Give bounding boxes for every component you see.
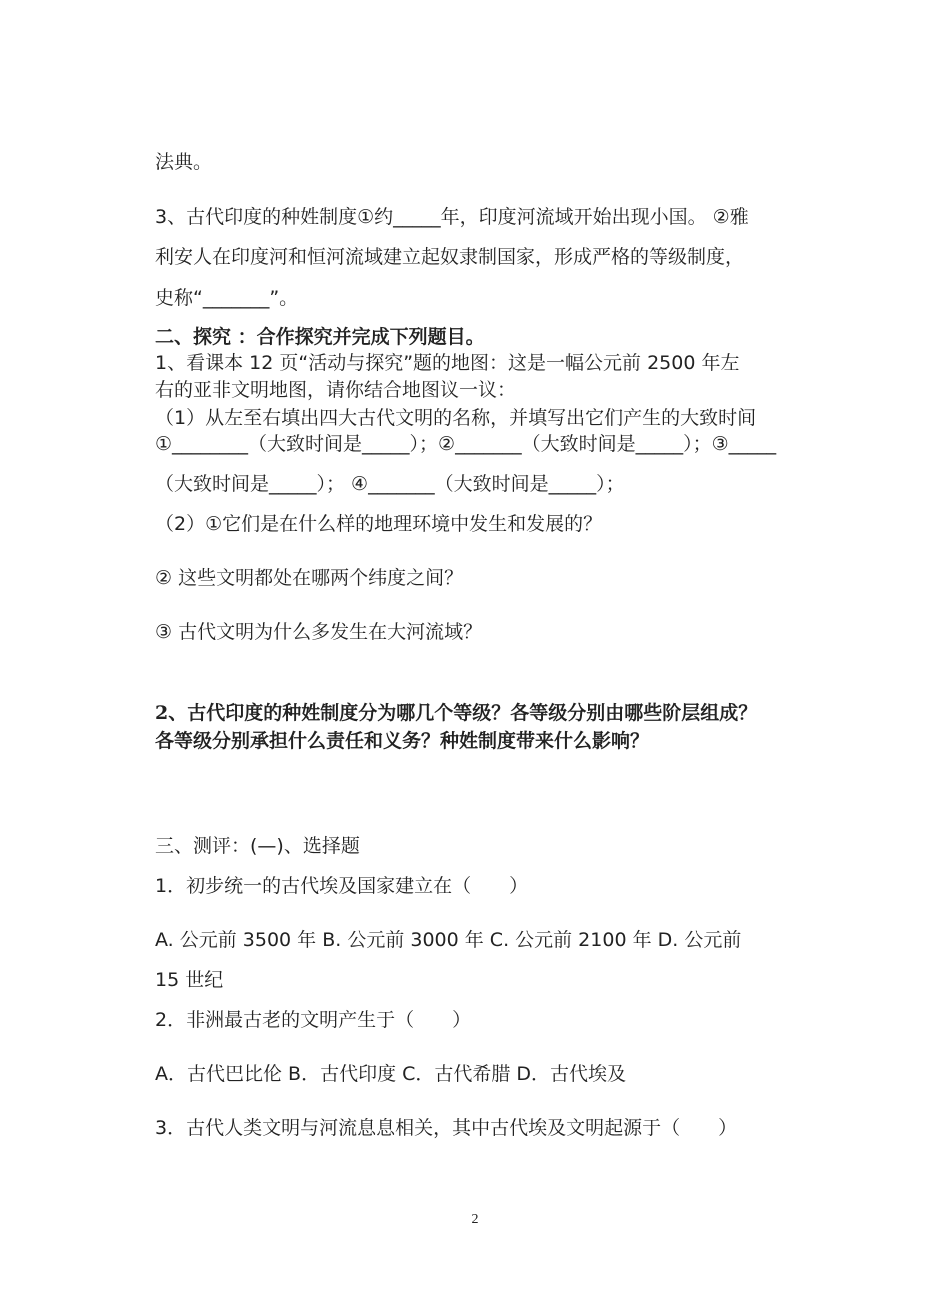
text-line: 利安人在印度河和恒河流域建立起奴隶制国家，形成严格的等级制度，	[155, 246, 745, 268]
text-line: （1）从左至右填出四大古代文明的名称，并填写出它们产生的大致时间	[155, 407, 757, 429]
text-line: 右的亚非文明地图，请你结合地图议一议：	[155, 379, 517, 401]
question-text: 2．非洲最古老的文明产生于（ ）	[155, 1009, 472, 1031]
text-line: （大致时间是_____）； ④_______（大致时间是_____）；	[155, 473, 625, 495]
section-heading: 三、测评：(—)、选择题	[155, 835, 360, 857]
question-text: 1．初步统一的古代埃及国家建立在（ ）	[155, 875, 529, 897]
text-line: 3、古代印度的种姓制度①约_____年，印度河流域开始出现小国。 ②雅	[155, 206, 749, 228]
question-text: 3．古代人类文明与河流息息相关，其中古代埃及文明起源于（ ）	[155, 1117, 738, 1139]
text-line: 史称“_______”。	[155, 287, 299, 309]
text-line: 法典。	[155, 151, 213, 173]
text-line: ①________（大致时间是_____）；②_______（大致时间是_____）；③_____	[155, 433, 777, 455]
answer-options: A. 公元前 3500 年 B. 公元前 3000 年 C. 公元前 2100 年 D. 公元前	[155, 929, 742, 951]
text-line: （2）①它们是在什么样的地理环境中发生和发展的？	[155, 513, 603, 535]
section-heading: 二、探究 ：合作探究并完成下列题目。	[155, 326, 485, 348]
question-text: 各等级分别承担什么责任和义务？种姓制度带来什么影响？	[155, 730, 650, 752]
question-text: 2、古代印度的种姓制度分为哪几个等级？各等级分别由哪些阶层组成？	[155, 702, 758, 724]
page-number: 2	[471, 1212, 479, 1227]
text-line: ③ 古代文明为什么多发生在大河流域？	[155, 621, 483, 643]
text-line: 1、看课本 12 页“活动与探究”题的地图：这是一幅公元前 2500 年左	[155, 352, 740, 374]
answer-options: 15 世纪	[155, 969, 224, 991]
text-line: ② 这些文明都处在哪两个纬度之间？	[155, 567, 464, 589]
answer-options: A．古代巴比伦 B．古代印度 C．古代希腊 D．古代埃及	[155, 1063, 627, 1085]
